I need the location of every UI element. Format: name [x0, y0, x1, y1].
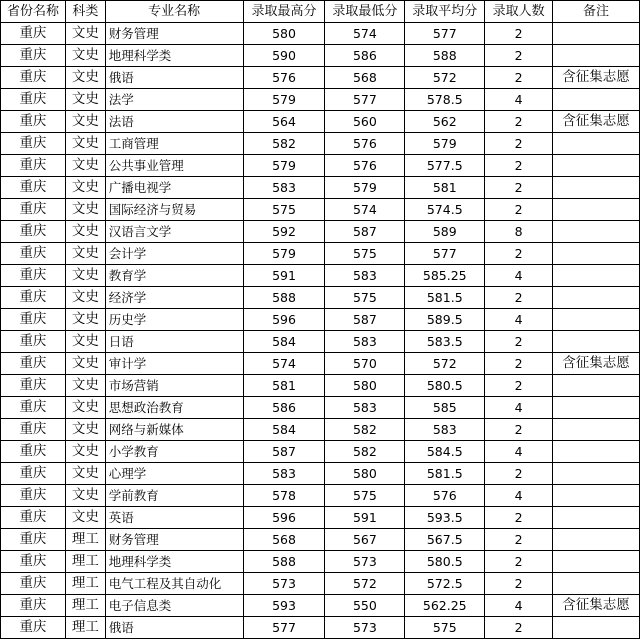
province-cell: 重庆 — [1, 419, 66, 441]
max-score-cell: 588 — [243, 287, 325, 309]
major-cell: 地理科学类 — [105, 45, 243, 67]
category-cell: 文史 — [65, 397, 105, 419]
min-score-cell: 572 — [325, 573, 405, 595]
avg-score-cell: 581.5 — [405, 287, 485, 309]
province-cell: 重庆 — [1, 617, 66, 639]
table-row — [1, 551, 640, 573]
table-row — [1, 177, 640, 199]
min-score-cell: 583 — [325, 265, 405, 287]
province-cell: 重庆 — [1, 23, 66, 45]
max-score-cell: 579 — [243, 89, 325, 111]
table-row — [1, 463, 640, 485]
major-cell: 网络与新媒体 — [105, 419, 243, 441]
remarks-cell — [553, 155, 640, 177]
table-row — [1, 573, 640, 595]
province-cell: 重庆 — [1, 353, 66, 375]
remarks-cell — [553, 573, 640, 595]
category-cell: 文史 — [65, 441, 105, 463]
min-score-cell: 580 — [325, 463, 405, 485]
max-score-cell: 579 — [243, 243, 325, 265]
header-remarks: 备注 — [553, 1, 640, 23]
category-cell: 文史 — [65, 177, 105, 199]
max-score-cell: 582 — [243, 133, 325, 155]
remarks-cell — [553, 441, 640, 463]
category-cell: 理工 — [65, 573, 105, 595]
admitted-count-cell: 2 — [485, 551, 553, 573]
admitted-count-cell: 2 — [485, 23, 553, 45]
admitted-count-cell: 2 — [485, 419, 553, 441]
header-admitted-count: 录取人数 — [485, 1, 553, 23]
admitted-count-cell: 2 — [485, 463, 553, 485]
major-cell: 汉语言文学 — [105, 221, 243, 243]
table-row — [1, 67, 640, 89]
major-cell: 财务管理 — [105, 529, 243, 551]
max-score-cell: 588 — [243, 551, 325, 573]
remarks-cell — [553, 463, 640, 485]
table-row — [1, 353, 640, 375]
max-score-cell: 592 — [243, 221, 325, 243]
avg-score-cell: 588 — [405, 45, 485, 67]
remarks-cell: 含征集志愿 — [553, 353, 640, 375]
category-cell: 文史 — [65, 375, 105, 397]
major-cell: 学前教育 — [105, 485, 243, 507]
table-row — [1, 221, 640, 243]
avg-score-cell: 567.5 — [405, 529, 485, 551]
avg-score-cell: 575 — [405, 617, 485, 639]
max-score-cell: 577 — [243, 617, 325, 639]
table-row — [1, 617, 640, 639]
category-cell: 理工 — [65, 551, 105, 573]
avg-score-cell: 580.5 — [405, 375, 485, 397]
province-cell: 重庆 — [1, 595, 66, 617]
table-row — [1, 133, 640, 155]
major-cell: 思想政治教育 — [105, 397, 243, 419]
avg-score-cell: 589 — [405, 221, 485, 243]
table-row — [1, 397, 640, 419]
remarks-cell — [553, 287, 640, 309]
category-cell: 文史 — [65, 309, 105, 331]
category-cell: 文史 — [65, 463, 105, 485]
min-score-cell: 560 — [325, 111, 405, 133]
province-cell: 重庆 — [1, 177, 66, 199]
avg-score-cell: 589.5 — [405, 309, 485, 331]
avg-score-cell: 577.5 — [405, 155, 485, 177]
max-score-cell: 573 — [243, 573, 325, 595]
remarks-cell — [553, 23, 640, 45]
max-score-cell: 590 — [243, 45, 325, 67]
major-cell: 财务管理 — [105, 23, 243, 45]
admitted-count-cell: 2 — [485, 331, 553, 353]
admitted-count-cell: 2 — [485, 67, 553, 89]
remarks-cell — [553, 397, 640, 419]
admitted-count-cell: 2 — [485, 529, 553, 551]
major-cell: 法学 — [105, 89, 243, 111]
remarks-cell — [553, 89, 640, 111]
major-cell: 市场营销 — [105, 375, 243, 397]
table-row — [1, 441, 640, 463]
province-cell: 重庆 — [1, 199, 66, 221]
avg-score-cell: 584.5 — [405, 441, 485, 463]
admitted-count-cell: 4 — [485, 485, 553, 507]
remarks-cell — [553, 221, 640, 243]
table-row — [1, 265, 640, 287]
major-cell: 经济学 — [105, 287, 243, 309]
admitted-count-cell: 2 — [485, 573, 553, 595]
min-score-cell: 591 — [325, 507, 405, 529]
remarks-cell — [553, 507, 640, 529]
table-row — [1, 485, 640, 507]
admitted-count-cell: 2 — [485, 375, 553, 397]
avg-score-cell: 576 — [405, 485, 485, 507]
province-cell: 重庆 — [1, 331, 66, 353]
province-cell: 重庆 — [1, 551, 66, 573]
major-cell: 工商管理 — [105, 133, 243, 155]
avg-score-cell: 581.5 — [405, 463, 485, 485]
remarks-cell — [553, 419, 640, 441]
province-cell: 重庆 — [1, 133, 66, 155]
max-score-cell: 593 — [243, 595, 325, 617]
max-score-cell: 591 — [243, 265, 325, 287]
max-score-cell: 583 — [243, 463, 325, 485]
table-row — [1, 89, 640, 111]
min-score-cell: 573 — [325, 551, 405, 573]
avg-score-cell: 577 — [405, 23, 485, 45]
avg-score-cell: 585 — [405, 397, 485, 419]
admitted-count-cell: 2 — [485, 45, 553, 67]
table-row — [1, 595, 640, 617]
min-score-cell: 575 — [325, 243, 405, 265]
min-score-cell: 583 — [325, 397, 405, 419]
admitted-count-cell: 2 — [485, 353, 553, 375]
category-cell: 文史 — [65, 67, 105, 89]
min-score-cell: 567 — [325, 529, 405, 551]
max-score-cell: 586 — [243, 397, 325, 419]
header-min-score: 录取最低分 — [325, 1, 405, 23]
province-cell: 重庆 — [1, 397, 66, 419]
avg-score-cell: 579 — [405, 133, 485, 155]
major-cell: 法语 — [105, 111, 243, 133]
avg-score-cell: 585.25 — [405, 265, 485, 287]
admitted-count-cell: 2 — [485, 177, 553, 199]
table-row — [1, 375, 640, 397]
min-score-cell: 575 — [325, 485, 405, 507]
major-cell: 国际经济与贸易 — [105, 199, 243, 221]
max-score-cell: 580 — [243, 23, 325, 45]
min-score-cell: 570 — [325, 353, 405, 375]
admitted-count-cell: 4 — [485, 309, 553, 331]
category-cell: 文史 — [65, 155, 105, 177]
avg-score-cell: 562.25 — [405, 595, 485, 617]
header-avg-score: 录取平均分 — [405, 1, 485, 23]
remarks-cell — [553, 309, 640, 331]
min-score-cell: 583 — [325, 331, 405, 353]
remarks-cell — [553, 485, 640, 507]
category-cell: 理工 — [65, 617, 105, 639]
avg-score-cell: 577 — [405, 243, 485, 265]
table-row — [1, 155, 640, 177]
avg-score-cell: 572.5 — [405, 573, 485, 595]
remarks-cell: 含征集志愿 — [553, 111, 640, 133]
remarks-cell — [553, 529, 640, 551]
max-score-cell: 583 — [243, 177, 325, 199]
category-cell: 文史 — [65, 265, 105, 287]
max-score-cell: 575 — [243, 199, 325, 221]
major-cell: 英语 — [105, 507, 243, 529]
category-cell: 文史 — [65, 45, 105, 67]
max-score-cell: 574 — [243, 353, 325, 375]
admitted-count-cell: 4 — [485, 89, 553, 111]
province-cell: 重庆 — [1, 89, 66, 111]
min-score-cell: 550 — [325, 595, 405, 617]
category-cell: 文史 — [65, 133, 105, 155]
avg-score-cell: 578.5 — [405, 89, 485, 111]
remarks-cell: 含征集志愿 — [553, 595, 640, 617]
category-cell: 文史 — [65, 353, 105, 375]
province-cell: 重庆 — [1, 155, 66, 177]
min-score-cell: 577 — [325, 89, 405, 111]
category-cell: 理工 — [65, 595, 105, 617]
category-cell: 理工 — [65, 529, 105, 551]
province-cell: 重庆 — [1, 529, 66, 551]
header-row — [1, 1, 640, 23]
table-row — [1, 309, 640, 331]
table-row — [1, 287, 640, 309]
avg-score-cell: 572 — [405, 353, 485, 375]
max-score-cell: 587 — [243, 441, 325, 463]
avg-score-cell: 572 — [405, 67, 485, 89]
admitted-count-cell: 2 — [485, 507, 553, 529]
max-score-cell: 564 — [243, 111, 325, 133]
max-score-cell: 584 — [243, 419, 325, 441]
category-cell: 文史 — [65, 331, 105, 353]
min-score-cell: 576 — [325, 133, 405, 155]
avg-score-cell: 583 — [405, 419, 485, 441]
table-body — [1, 23, 640, 639]
province-cell: 重庆 — [1, 243, 66, 265]
major-cell: 心理学 — [105, 463, 243, 485]
table-row — [1, 111, 640, 133]
remarks-cell — [553, 331, 640, 353]
max-score-cell: 596 — [243, 507, 325, 529]
max-score-cell: 581 — [243, 375, 325, 397]
category-cell: 文史 — [65, 243, 105, 265]
avg-score-cell: 581 — [405, 177, 485, 199]
max-score-cell: 579 — [243, 155, 325, 177]
category-cell: 文史 — [65, 23, 105, 45]
max-score-cell: 568 — [243, 529, 325, 551]
avg-score-cell: 562 — [405, 111, 485, 133]
remarks-cell — [553, 243, 640, 265]
province-cell: 重庆 — [1, 287, 66, 309]
major-cell: 俄语 — [105, 617, 243, 639]
major-cell: 地理科学类 — [105, 551, 243, 573]
avg-score-cell: 580.5 — [405, 551, 485, 573]
min-score-cell: 579 — [325, 177, 405, 199]
remarks-cell — [553, 45, 640, 67]
province-cell: 重庆 — [1, 375, 66, 397]
province-cell: 重庆 — [1, 463, 66, 485]
remarks-cell — [553, 375, 640, 397]
admitted-count-cell: 2 — [485, 617, 553, 639]
table-row — [1, 45, 640, 67]
major-cell: 历史学 — [105, 309, 243, 331]
min-score-cell: 587 — [325, 309, 405, 331]
province-cell: 重庆 — [1, 67, 66, 89]
max-score-cell: 578 — [243, 485, 325, 507]
category-cell: 文史 — [65, 485, 105, 507]
min-score-cell: 574 — [325, 199, 405, 221]
max-score-cell: 576 — [243, 67, 325, 89]
min-score-cell: 587 — [325, 221, 405, 243]
major-cell: 小学教育 — [105, 441, 243, 463]
remarks-cell — [553, 265, 640, 287]
major-cell: 电子信息类 — [105, 595, 243, 617]
category-cell: 文史 — [65, 89, 105, 111]
admitted-count-cell: 2 — [485, 155, 553, 177]
category-cell: 文史 — [65, 419, 105, 441]
category-cell: 文史 — [65, 111, 105, 133]
province-cell: 重庆 — [1, 573, 66, 595]
admitted-count-cell: 2 — [485, 199, 553, 221]
min-score-cell: 582 — [325, 419, 405, 441]
min-score-cell: 568 — [325, 67, 405, 89]
province-cell: 重庆 — [1, 265, 66, 287]
min-score-cell: 575 — [325, 287, 405, 309]
header-province: 省份名称 — [1, 1, 66, 23]
min-score-cell: 582 — [325, 441, 405, 463]
remarks-cell: 含征集志愿 — [553, 67, 640, 89]
major-cell: 日语 — [105, 331, 243, 353]
avg-score-cell: 583.5 — [405, 331, 485, 353]
min-score-cell: 576 — [325, 155, 405, 177]
min-score-cell: 586 — [325, 45, 405, 67]
remarks-cell — [553, 551, 640, 573]
major-cell: 广播电视学 — [105, 177, 243, 199]
province-cell: 重庆 — [1, 221, 66, 243]
major-cell: 公共事业管理 — [105, 155, 243, 177]
min-score-cell: 573 — [325, 617, 405, 639]
max-score-cell: 584 — [243, 331, 325, 353]
province-cell: 重庆 — [1, 507, 66, 529]
remarks-cell — [553, 617, 640, 639]
category-cell: 文史 — [65, 221, 105, 243]
table-row — [1, 23, 640, 45]
min-score-cell: 574 — [325, 23, 405, 45]
remarks-cell — [553, 133, 640, 155]
province-cell: 重庆 — [1, 441, 66, 463]
remarks-cell — [553, 199, 640, 221]
admitted-count-cell: 2 — [485, 111, 553, 133]
remarks-cell — [553, 177, 640, 199]
admitted-count-cell: 2 — [485, 243, 553, 265]
province-cell: 重庆 — [1, 45, 66, 67]
major-cell: 会计学 — [105, 243, 243, 265]
table-row — [1, 199, 640, 221]
table-row — [1, 419, 640, 441]
table-row — [1, 243, 640, 265]
admitted-count-cell: 4 — [485, 441, 553, 463]
table-row — [1, 529, 640, 551]
admitted-count-cell: 8 — [485, 221, 553, 243]
major-cell: 电气工程及其自动化 — [105, 573, 243, 595]
header-major: 专业名称 — [105, 1, 243, 23]
min-score-cell: 580 — [325, 375, 405, 397]
max-score-cell: 596 — [243, 309, 325, 331]
major-cell: 审计学 — [105, 353, 243, 375]
category-cell: 文史 — [65, 287, 105, 309]
province-cell: 重庆 — [1, 309, 66, 331]
header-max-score: 录取最高分 — [243, 1, 325, 23]
category-cell: 文史 — [65, 199, 105, 221]
admitted-count-cell: 4 — [485, 397, 553, 419]
admitted-count-cell: 2 — [485, 287, 553, 309]
province-cell: 重庆 — [1, 485, 66, 507]
province-cell: 重庆 — [1, 111, 66, 133]
avg-score-cell: 593.5 — [405, 507, 485, 529]
table-row — [1, 507, 640, 529]
admitted-count-cell: 4 — [485, 595, 553, 617]
avg-score-cell: 574.5 — [405, 199, 485, 221]
admitted-count-cell: 4 — [485, 265, 553, 287]
header-category: 科类 — [65, 1, 105, 23]
table-row — [1, 331, 640, 353]
major-cell: 教育学 — [105, 265, 243, 287]
category-cell: 文史 — [65, 507, 105, 529]
major-cell: 俄语 — [105, 67, 243, 89]
admitted-count-cell: 2 — [485, 133, 553, 155]
